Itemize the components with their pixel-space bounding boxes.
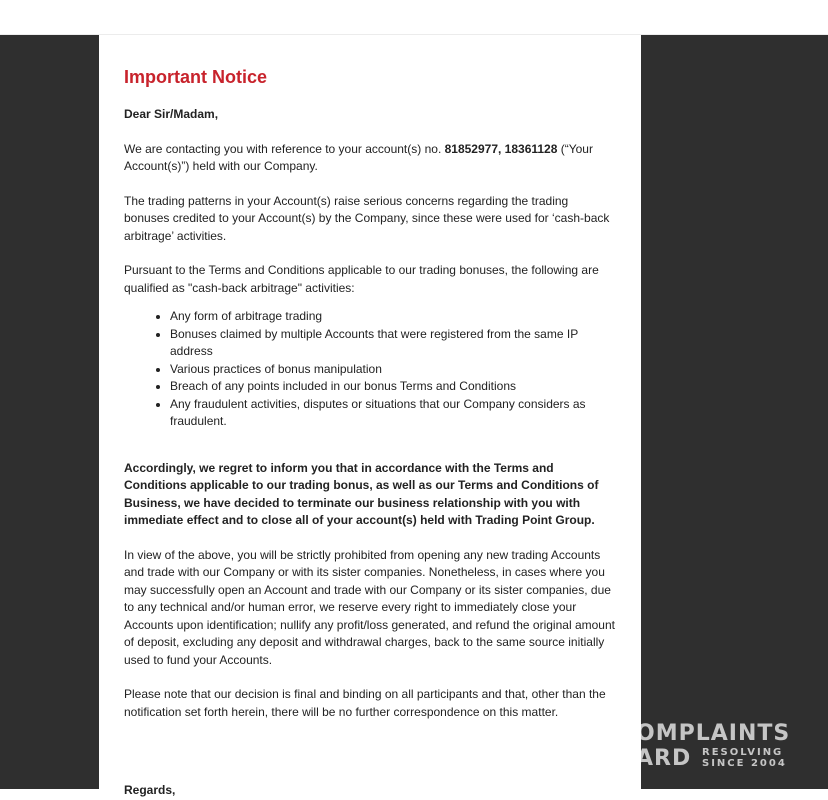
watermark-line-1: OMPLAINTS <box>636 721 791 746</box>
list-item: • Any fraudulent activities, disputes or situations that our Company considers as fraudulent. <box>170 396 616 431</box>
notice-title: Important Notice <box>124 67 268 87</box>
decision-paragraph: Accordingly, we regret to inform you that in accordance with the Terms and Conditions applicable to our trading bonus, as well as our Terms and Conditions of Business, we have decided to terminate our business relationship with you with immediate effect and to close all of your account(s) held with Trading Point Group. <box>124 460 599 528</box>
watermark-tagline-1: RESOLVING <box>702 747 784 758</box>
concern-paragraph: The trading patterns in your Account(s) raise serious concerns regarding the trading bonuses credited to your Account(s) by the Company, since these were used for ‘cash-back arbitrage’ activities. <box>124 193 610 243</box>
list-item: • Any form of arbitrage trading <box>170 308 616 326</box>
complaints-board-watermark <box>606 720 828 772</box>
account-numbers: 81852977, 18361128 <box>444 141 558 156</box>
intro-paragraph <box>124 141 616 176</box>
criteria-intro-paragraph: Pursuant to the Terms and Conditions applicable to our trading bonuses, the following are qualified as "cash-back arbitrage" activities: <box>124 263 599 295</box>
intro-text-after: (“Your Account(s)”) held with our Company. <box>124 141 593 173</box>
top-bar <box>0 0 828 35</box>
sign-off: Regards, <box>124 783 176 798</box>
email-document <box>99 35 641 798</box>
list-item: • Bonuses claimed by multiple Accounts that were registered from the same IP address <box>170 326 616 361</box>
watermark-line-2: ARD <box>636 746 692 771</box>
final-paragraph: Please note that our decision is final and binding on all participants and that, other than the notification set forth herein, there will be no further correspondence on this matter. <box>124 687 606 719</box>
intro-text-before: We are contacting you with reference to your account(s) no. <box>124 141 445 156</box>
list-item: • Breach of any points included in our bonus Terms and Conditions <box>170 378 616 396</box>
watermark-tagline-2: SINCE 2004 <box>702 758 787 769</box>
prohibition-paragraph: In view of the above, you will be strictly prohibited from opening any new trading Accounts and trade with our Company or with its sister companies. Nonetheless, in cases where you may successfully open an Account and trade with our Company or its sister companies, due to any technical and/or human error, we reserve every right to immediately close your Accounts upon identification; nullify any profit/loss generated, and refund the original amount of deposit, excluding any deposit and withdrawal charges, back to the same source initially used to fund your Accounts. <box>124 547 615 667</box>
email-body <box>124 35 616 800</box>
salutation: Dear Sir/Madam, <box>124 107 219 121</box>
list-item: • Various practices of bonus manipulation <box>170 361 616 379</box>
criteria-list <box>124 308 616 431</box>
